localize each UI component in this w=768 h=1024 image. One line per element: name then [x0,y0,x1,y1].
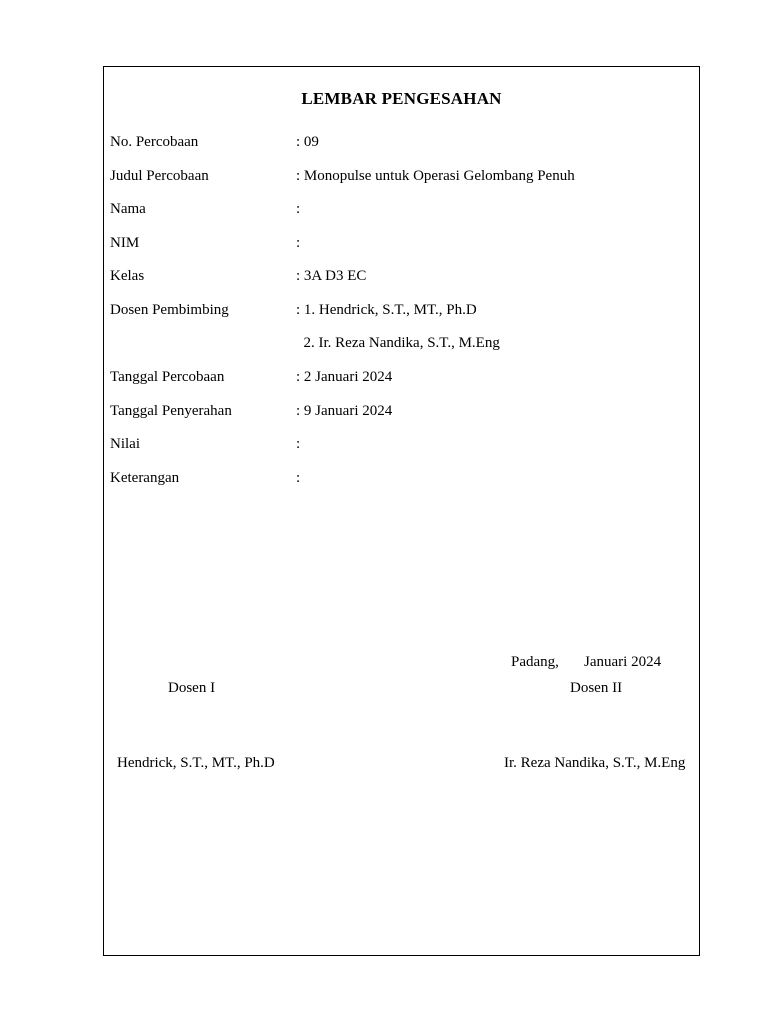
signature-name-right: Ir. Reza Nandika, S.T., M.Eng [504,755,686,771]
field-value: : [296,470,301,486]
field-label: Judul Percobaan [110,168,209,184]
field-value: : Monopulse untuk Operasi Gelombang Penuh [296,168,575,184]
field-value: : [296,436,301,452]
field-label: No. Percobaan [110,134,199,150]
field-label: Tanggal Penyerahan [110,403,232,419]
signature-role-right: Dosen II [570,680,623,696]
signature-role-left: Dosen I [168,680,216,696]
field-label: Nama [110,201,146,217]
field-label: Tanggal Percobaan [110,369,225,385]
field-value: : [296,201,301,217]
approval-sheet [103,66,700,956]
field-label: Kelas [110,268,145,284]
page-title: LEMBAR PENGESAHAN [301,89,502,108]
place-city: Padang, [511,654,559,670]
field-value: : 3A D3 EC [296,268,367,284]
field-value: : 2 Januari 2024 [296,369,393,385]
field-value: : 09 [296,134,319,150]
signature-name-left: Hendrick, S.T., MT., Ph.D [117,755,275,771]
field-label: NIM [110,235,140,251]
field-value: : 9 Januari 2024 [296,403,393,419]
field-value: : 1. Hendrick, S.T., MT., Ph.D [296,302,477,318]
place-date: Januari 2024 [584,654,662,670]
field-label: Nilai [110,436,140,452]
field-label: Dosen Pembimbing [110,302,229,318]
field-value: : [296,235,301,251]
field-value: 2. Ir. Reza Nandika, S.T., M.Eng [296,335,500,351]
field-label: Keterangan [110,470,180,486]
